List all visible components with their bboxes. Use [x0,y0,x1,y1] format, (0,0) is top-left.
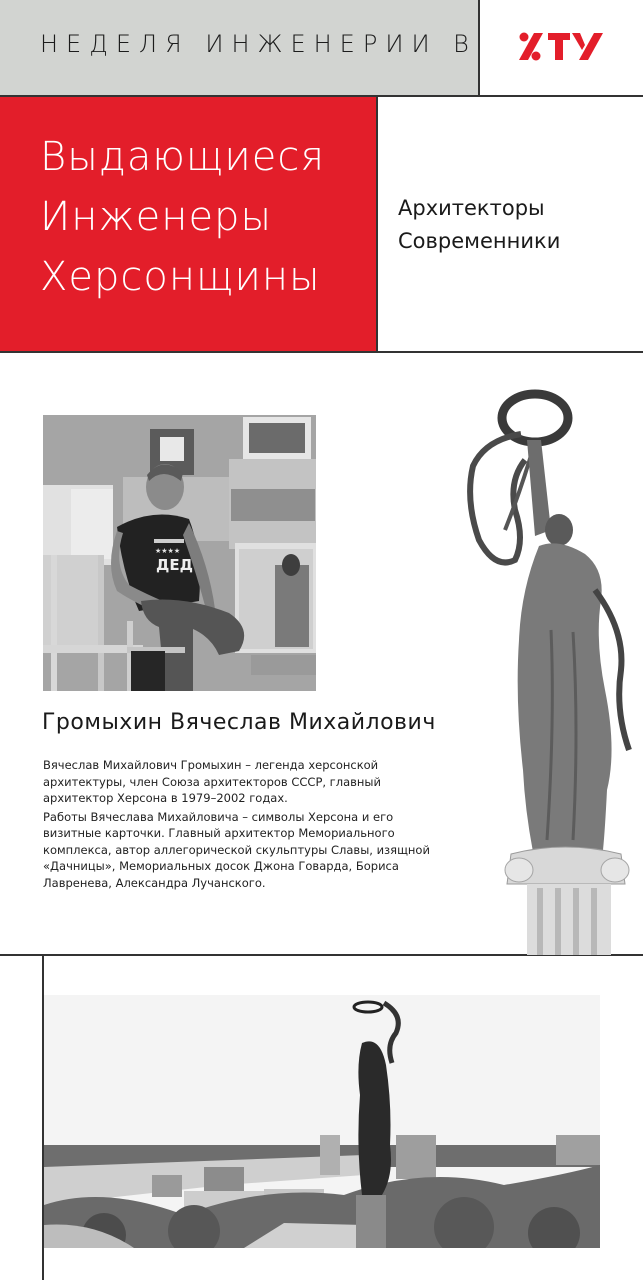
subtitle-line-1: Архитекторы [398,196,545,220]
logo-box [480,0,643,97]
bio-paragraph-2: Работы Вячеслава Михайловича – символы Херсона и его визитные карточки. Главный архитектор Мемориального комплекса, автор аллегорической скульптуры Славы, изящной «Дачницы», Мемориальных досок Джона Говарда, Бориса Лавренева, Александра Лучанского. [43,809,430,890]
portrait-photo [43,415,316,691]
city-panorama-image [44,995,600,1248]
xtu-logo-icon [516,28,606,68]
svg-text:★★★★: ★★★★ [155,547,181,555]
title-line-3: Херсонщины [40,254,321,300]
main-title [40,127,325,307]
statue-image [455,370,643,955]
event-title: НЕДЕЛЯ ИНЖЕНЕРИИ В [40,30,477,58]
subtitle [398,192,560,258]
bio-paragraph-1: Вячеслав Михайлович Громыхин – легенда херсонской архитектуры, член Союза архитекторов СССР, главный архитектор Херсона в 1979–2002 годах. [43,758,381,805]
svg-text:ДЕД: ДЕД [156,556,193,574]
title-line-2: Инженеры [40,194,273,240]
subtitle-line-2: Современники [398,229,561,253]
biography [43,757,443,893]
hero-red-block [0,97,378,352]
header-band [0,0,480,97]
title-line-1: Выдающиеся [40,134,326,180]
divider-top [0,351,643,353]
person-name: Громыхин Вячеслав Михайлович [42,710,436,735]
